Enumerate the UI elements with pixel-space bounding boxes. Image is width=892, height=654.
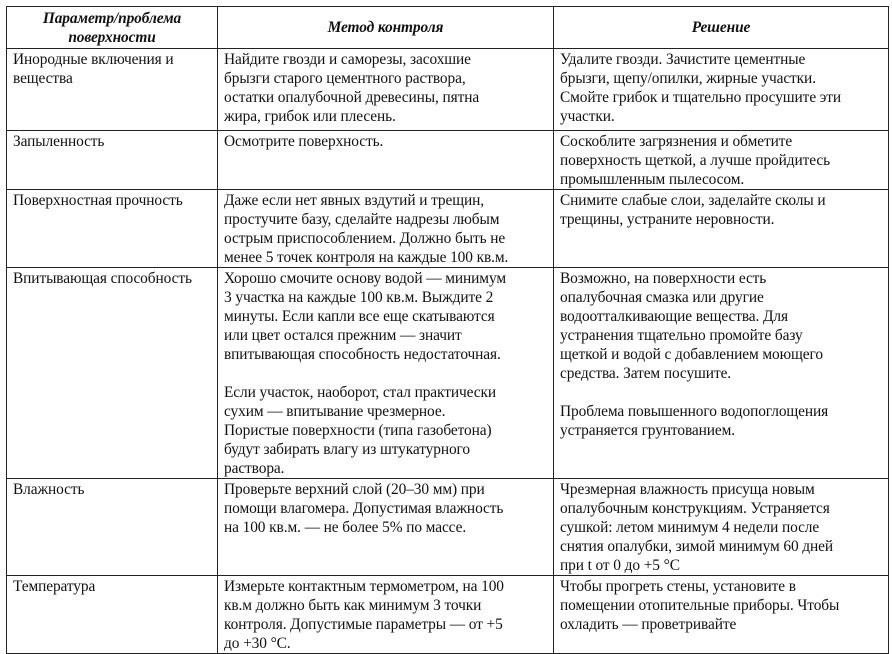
parameter-cell: Впитывающая способность — [7, 268, 218, 479]
table-header-row — [7, 7, 889, 49]
method-cell: Даже если нет явных вздутий и трещин, простучите базу, сделайте надрезы любым острым приспособлением. Должно быть не менее 5 точек контроля на каждые 100 кв.м. — [218, 190, 554, 268]
solution-cell: Чрезмерная влажность присуща новым опалубочным конструкциям. Устраняется сушкой: летом минимум 4 недели после снятия опалубки, зимой минимум 60 дней при t от 0 до +5 °С — [554, 479, 889, 576]
table-row — [7, 190, 889, 268]
method-cell: Проверьте верхний слой (20–30 мм) при помощи влагомера. Допустимая влажность на 100 кв.м. — не более 5% по массе. — [218, 479, 554, 576]
parameter-cell: Температура — [7, 576, 218, 654]
solution-cell: Удалите гвозди. Зачистите цементные брызги, щепу/опилки, жирные участки. Смойте грибок и тщательно просушите эти участки. — [554, 49, 889, 131]
table-row — [7, 479, 889, 576]
solution-cell: Снимите слабые слои, заделайте сколы и трещины, устраните неровности. — [554, 190, 889, 268]
surface-inspection-table — [6, 6, 889, 654]
parameter-cell: Поверхностная прочность — [7, 190, 218, 268]
table-row — [7, 576, 889, 654]
method-cell: Найдите гвозди и саморезы, засохшие брызги старого цементного раствора, остатки опалубочной древесины, пятна жира, грибок или плесень. — [218, 49, 554, 131]
table-row — [7, 49, 889, 131]
solution-cell: Чтобы прогреть стены, установите в помещении отопительные приборы. Чтобы охладить — проветривайте — [554, 576, 889, 654]
parameter-cell: Запыленность — [7, 131, 218, 190]
header-method: Метод контроля — [218, 7, 554, 49]
method-cell: Измерьте контактным термометром, на 100 кв.м должно быть как минимум 3 точки контроля. Допустимые параметры — от +5 до +30 °С. — [218, 576, 554, 654]
parameter-cell: Влажность — [7, 479, 218, 576]
table-row — [7, 268, 889, 479]
solution-cell: Соскоблите загрязнения и обметите поверхность щеткой, а лучше пройдитесь промышленным пылесосом. — [554, 131, 889, 190]
method-cell: Хорошо смочите основу водой — минимум 3 участка на каждые 100 кв.м. Выждите 2 минуты. Если капли все еще скатываются или цвет остался прежним — значит впитывающая способность недостаточная. Если участок, наоборот, стал практически сухим — впитывание чрезмерное. Пористые поверхности (типа газобетона) будут забирать влагу из штукатурного раствора. — [218, 268, 554, 479]
table-row — [7, 131, 889, 190]
solution-cell: Возможно, на поверхности есть опалубочная смазка или другие водоотталкивающие вещества. Для устранения тщательно промойте базу щеткой и водой с добавлением моющего средства. Затем посушите. Проблема повышенного водопоглощения устраняется грунтованием. — [554, 268, 889, 479]
header-solution: Решение — [554, 7, 889, 49]
method-cell: Осмотрите поверхность. — [218, 131, 554, 190]
header-parameter: Параметр/проблема поверхности — [7, 7, 218, 49]
parameter-cell: Инородные включения и вещества — [7, 49, 218, 131]
